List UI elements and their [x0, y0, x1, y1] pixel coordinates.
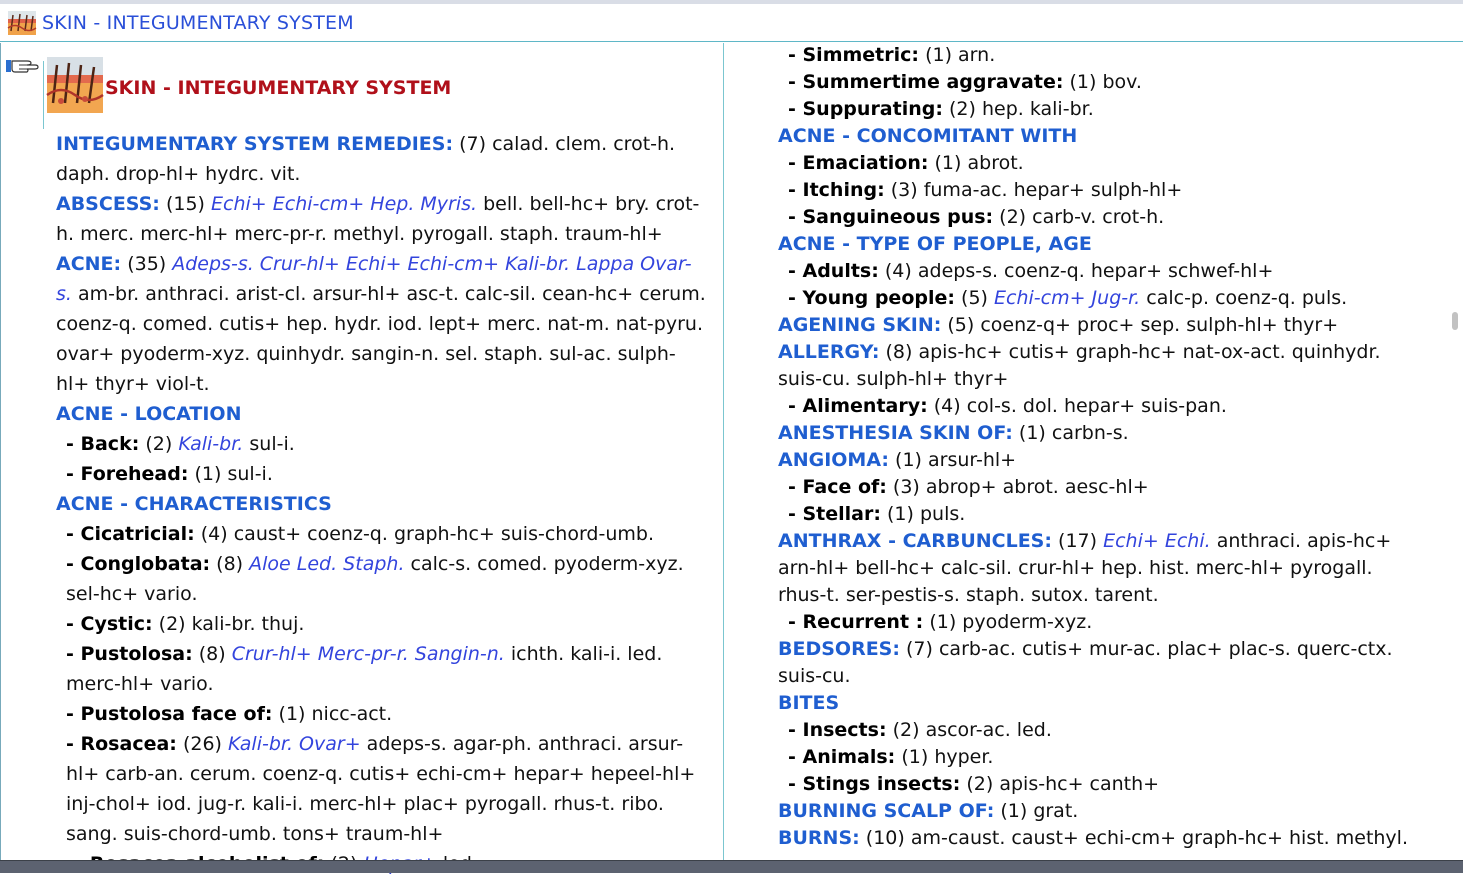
entry-r25	[778, 798, 1418, 825]
entry-l5	[56, 429, 706, 459]
subrubric-heading[interactable]: - Adults:	[788, 260, 879, 282]
entry-r20	[778, 636, 1418, 690]
remedy-high-grade: Echi+ Echi-cm+ Hep. Myris.	[211, 193, 478, 215]
remedy-count: (1)	[278, 703, 306, 725]
entry-r21	[778, 690, 1418, 717]
section-header	[47, 57, 451, 113]
entry-l2	[56, 189, 706, 249]
skin-layers-icon	[47, 57, 103, 113]
remedy-list: ichth. kali-i. led. merc-hl+ vario.	[66, 643, 663, 695]
subrubric-heading[interactable]: - Sanguineous pus:	[788, 206, 994, 228]
entry-r4	[778, 123, 1418, 150]
remedy-list: bov.	[1102, 71, 1142, 93]
remedy-list: nicc-act.	[311, 703, 393, 725]
entry-r19	[778, 609, 1418, 636]
subrubric-heading[interactable]: - Animals:	[788, 746, 896, 768]
remedy-count: (3)	[892, 476, 920, 498]
remedy-list: carbn-s.	[1051, 422, 1129, 444]
remedy-high-grade: Echi+ Echi.	[1103, 530, 1211, 552]
pointing-hand-icon[interactable]	[5, 55, 41, 77]
remedy-list: am-br. anthraci. arist-cl. arsur-hl+ asc-t. calc-sil. cean-hc+ cerum. coenz-q. comed. cutis+ hep. hydr. iod. lept+ merc. nat-m. nat-pyru. ovar+ pyoderm-xyz. quinhydr. sangin-n. sel. staph. sul-ac. sulph-hl+ thyr+ viol-t.	[56, 283, 706, 395]
left-column	[0, 43, 723, 860]
subrubric-heading[interactable]: - Cicatricial:	[66, 523, 195, 545]
entry-l9	[56, 549, 706, 609]
remedy-list: puls.	[919, 503, 966, 525]
remedy-list: arsur-hl+	[928, 449, 1017, 471]
subrubric-heading[interactable]: - Summertime aggravate:	[788, 71, 1064, 93]
remedy-list: abrot.	[967, 152, 1024, 174]
section-title: SKIN - INTEGUMENTARY SYSTEM	[105, 77, 452, 99]
remedy-count: (7)	[459, 133, 487, 155]
remedy-list: apis-hc+ canth+	[999, 773, 1160, 795]
rubric-heading[interactable]: AGENING SKIN:	[778, 314, 942, 336]
remedy-count: (3)	[890, 179, 918, 201]
remedy-list: arn.	[958, 44, 996, 66]
remedy-count: (2)	[158, 613, 186, 635]
entry-r12	[778, 339, 1418, 393]
remedy-count: (17)	[1058, 530, 1098, 552]
entry-r14	[778, 420, 1418, 447]
remedy-list: calc-p. coenz-q. puls.	[1146, 287, 1348, 309]
rubric-heading[interactable]: ACNE - CHARACTERISTICS	[56, 493, 332, 515]
subrubric-heading[interactable]: - Insects:	[788, 719, 887, 741]
remedy-count: (1)	[1000, 800, 1028, 822]
remedy-high-grade: Kali-br. Ovar+	[228, 733, 361, 755]
remedy-list: am-caust. caust+ echi-cm+ graph-hc+ hist. methyl.	[910, 827, 1408, 849]
entry-l7	[56, 489, 706, 519]
subrubric-heading[interactable]: - Face of:	[788, 476, 887, 498]
entry-r9	[778, 258, 1418, 285]
entry-r2	[778, 69, 1418, 96]
remedy-list: fuma-ac. hepar+ sulph-hl+	[923, 179, 1183, 201]
entry-r1	[778, 42, 1418, 69]
subrubric-heading[interactable]: - Cystic:	[66, 613, 153, 635]
rubric-heading[interactable]: ANTHRAX - CARBUNCLES:	[778, 530, 1052, 552]
remedy-list: adeps-s. agar-ph. anthraci. arsur-hl+ carb-an. cerum. coenz-q. cutis+ echi-cm+ hepar+ hepeel-hl+ inj-chol+ iod. jug-r. kali-i. merc-hl+ plac+ pyrogall. rhus-t. ribo. sang. suis-chord-umb. tons+ traum-hl+	[66, 733, 696, 845]
scrollbar-thumb[interactable]	[1452, 312, 1458, 330]
entry-l4	[56, 399, 706, 429]
subrubric-heading[interactable]: - Stings insects:	[788, 773, 961, 795]
remedy-count: (5)	[961, 287, 988, 309]
rubric-heading[interactable]: INTEGUMENTARY SYSTEM REMEDIES:	[56, 133, 454, 155]
remedy-list: hep. kali-br.	[981, 98, 1094, 120]
remedy-list: grat.	[1033, 800, 1079, 822]
remedy-count: (5)	[947, 314, 975, 336]
remedy-count: (8)	[216, 553, 244, 575]
entry-l3	[56, 249, 706, 399]
right-column	[724, 43, 1449, 860]
remedy-list: calc-s. comed. pyoderm-xyz. sel-hc+ vario.	[66, 553, 684, 605]
remedy-list: sul-i.	[249, 433, 295, 455]
rubric-heading[interactable]: ANGIOMA:	[778, 449, 889, 471]
remedy-count: (4)	[884, 260, 912, 282]
remedy-count: (2)	[999, 206, 1027, 228]
remedy-count: (1)	[925, 44, 952, 66]
rubric-heading[interactable]: ACNE - CONCOMITANT WITH	[778, 125, 1078, 147]
subrubric-heading[interactable]: - Simmetric:	[788, 44, 920, 66]
rubric-heading[interactable]: BEDSORES:	[778, 638, 900, 660]
subrubric-heading[interactable]: - Pustolosa face of:	[66, 703, 273, 725]
entry-r10	[778, 285, 1418, 312]
entry-r6	[778, 177, 1418, 204]
remedy-list: bell. bell-hc+ bry. crot-h. merc. merc-hl+ merc-pr-r. methyl. pyrogall. staph. traum-hl+	[56, 193, 700, 245]
left-entries	[56, 129, 706, 879]
remedy-high-grade: Aloe Led. Staph.	[249, 553, 405, 575]
remedy-list: apis-hc+ cutis+ graph-hc+ nat-ox-act. quinhydr. suis-cu. sulph-hl+ thyr+	[778, 341, 1381, 390]
remedy-count: (1)	[194, 463, 222, 485]
remedy-count: (1)	[901, 746, 929, 768]
entry-r13	[778, 393, 1418, 420]
remedy-list: caust+ coenz-q. graph-hc+ suis-chord-umb.	[233, 523, 654, 545]
subrubric-heading[interactable]: - Back:	[66, 433, 140, 455]
subrubric-heading[interactable]: - Rosacea:	[66, 733, 177, 755]
remedy-count: (4)	[933, 395, 961, 417]
subrubric-heading[interactable]: - Pustolosa:	[66, 643, 193, 665]
entry-r15	[778, 447, 1418, 474]
remedy-list: sul-i.	[227, 463, 273, 485]
remedy-count: (10)	[865, 827, 905, 849]
remedy-list: carb-ac. cutis+ mur-ac. plac+ plac-s. querc-ctx. suis-cu.	[778, 638, 1393, 687]
entry-l10	[56, 609, 706, 639]
right-entries	[778, 42, 1418, 852]
entry-r16	[778, 474, 1418, 501]
remedy-list: anthraci. apis-hc+ arn-hl+ bell-hc+ calc-sil. crur-hl+ hep. hist. merc-hl+ pyrogall. rhus-t. ser-pestis-s. staph. sutox. tarent.	[778, 530, 1392, 606]
skin-layers-icon	[8, 11, 36, 35]
rubric-heading[interactable]: BURNS:	[778, 827, 860, 849]
entry-r8	[778, 231, 1418, 258]
remedy-count: (1)	[929, 611, 957, 633]
remedy-count: (2)	[892, 719, 920, 741]
rubric-heading[interactable]: ABSCESS:	[56, 193, 160, 215]
entry-l11	[56, 639, 706, 699]
subrubric-heading[interactable]: - Young people:	[788, 287, 955, 309]
entry-r22	[778, 717, 1418, 744]
subrubric-heading[interactable]: - Alimentary:	[788, 395, 928, 417]
remedy-high-grade: Echi-cm+ Jug-r.	[994, 287, 1141, 309]
entry-r17	[778, 501, 1418, 528]
remedy-list: ascor-ac. led.	[925, 719, 1052, 741]
entry-l12	[56, 699, 706, 729]
subrubric-heading[interactable]: - Recurrent :	[788, 611, 924, 633]
remedy-count: (1)	[887, 503, 914, 525]
rubric-heading[interactable]: BITES	[778, 692, 840, 714]
subrubric-heading[interactable]: - Itching:	[788, 179, 885, 201]
subrubric-heading[interactable]: - Stellar:	[788, 503, 881, 525]
entry-l6	[56, 459, 706, 489]
remedy-list: carb-v. crot-h.	[1032, 206, 1165, 228]
entry-r23	[778, 744, 1418, 771]
remedy-high-grade: Kali-br.	[178, 433, 244, 455]
document-view[interactable]	[0, 43, 1463, 860]
remedy-count: (4)	[200, 523, 228, 545]
entry-r26	[778, 825, 1418, 852]
entry-r18	[778, 528, 1418, 609]
remedy-count: (8)	[198, 643, 226, 665]
remedy-high-grade: Crur-hl+ Merc-pr-r. Sangin-n.	[231, 643, 505, 665]
rubric-heading[interactable]: ANESTHESIA SKIN OF:	[778, 422, 1013, 444]
remedy-count: (2)	[949, 98, 976, 120]
remedy-count: (26)	[182, 733, 222, 755]
entry-l1	[56, 129, 706, 189]
remedy-list: pyoderm-xyz.	[962, 611, 1093, 633]
remedy-count: (1)	[895, 449, 922, 471]
entry-r24	[778, 771, 1418, 798]
remedy-list: kali-br. thuj.	[191, 613, 305, 635]
entry-r5	[778, 150, 1418, 177]
rubric-heading[interactable]: ACNE - TYPE OF PEOPLE, AGE	[778, 233, 1092, 255]
remedy-count: (1)	[934, 152, 962, 174]
entry-r3	[778, 96, 1418, 123]
entry-l13	[56, 729, 706, 849]
section-marker-line	[43, 61, 44, 129]
entry-r7	[778, 204, 1418, 231]
bottom-status-bar	[0, 860, 1463, 873]
rubric-heading[interactable]: ALLERGY:	[778, 341, 880, 363]
subrubric-heading[interactable]: - Conglobata:	[66, 553, 211, 575]
remedy-count: (2)	[966, 773, 994, 795]
remedy-list: calad. clem. crot-h. daph. drop-hl+ hydrc. vit.	[56, 133, 676, 185]
remedy-count: (15)	[165, 193, 205, 215]
entry-l8	[56, 519, 706, 549]
remedy-list: coenz-q+ proc+ sep. sulph-hl+ thyr+	[980, 314, 1339, 336]
window-title: SKIN - INTEGUMENTARY SYSTEM	[42, 11, 354, 34]
subrubric-heading[interactable]: - Emaciation:	[788, 152, 929, 174]
entry-r11	[778, 312, 1418, 339]
remedy-count: (35)	[127, 253, 167, 275]
rubric-heading[interactable]: ACNE - LOCATION	[56, 403, 242, 425]
vertical-scrollbar[interactable]	[1449, 43, 1463, 860]
rubric-heading[interactable]: BURNING SCALP OF:	[778, 800, 995, 822]
remedy-list: hyper.	[934, 746, 994, 768]
remedy-count: (1)	[1069, 71, 1097, 93]
remedy-list: col-s. dol. hepar+ suis-pan.	[966, 395, 1227, 417]
remedy-high-grade: Adeps-s. Crur-hl+ Echi+ Echi-cm+ Kali-br. Lappa Ovar-s.	[56, 253, 692, 305]
rubric-heading[interactable]: ACNE:	[56, 253, 122, 275]
subrubric-heading[interactable]: - Forehead:	[66, 463, 189, 485]
title-bar	[0, 4, 1463, 42]
remedy-list: abrop+ abrot. aesc-hl+	[925, 476, 1149, 498]
remedy-count: (7)	[906, 638, 933, 660]
remedy-count: (2)	[145, 433, 173, 455]
remedy-list: adeps-s. coenz-q. hepar+ schwef-hl+	[917, 260, 1274, 282]
remedy-count: (1)	[1018, 422, 1046, 444]
remedy-count: (8)	[885, 341, 913, 363]
subrubric-heading[interactable]: - Suppurating:	[788, 98, 943, 120]
